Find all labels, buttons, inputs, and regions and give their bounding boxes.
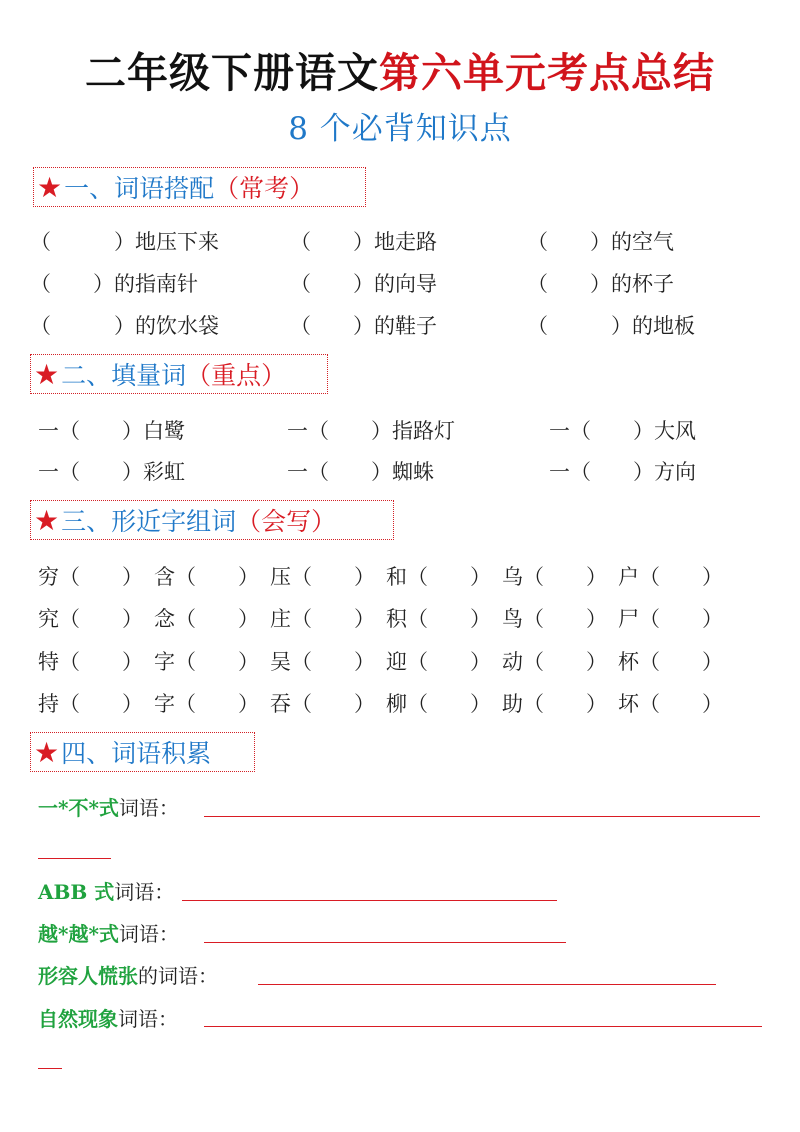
similar-char-cell: 积（ ） — [386, 607, 491, 631]
similar-char-cell: 动（ ） — [502, 650, 607, 674]
section-1-title: 一、词语搭配 — [64, 174, 215, 203]
measure-cell: 一（ ）蜘蛛 — [287, 460, 434, 484]
answer-line[interactable] — [38, 858, 111, 859]
similar-char-cell: 念（ ） — [154, 607, 259, 631]
star-icon: ★ — [37, 170, 63, 204]
collocation-cell: （ ）的指南针 — [30, 272, 198, 296]
section-2-title: 二、填量词 — [61, 361, 187, 390]
section-3-header — [30, 500, 394, 540]
title-black: 二年级下册语文 — [85, 49, 379, 97]
collocation-cell: （ ）地走路 — [290, 230, 437, 254]
accumulation-label: 一*不*式词语： — [38, 796, 179, 820]
section-3-title: 三、形近字组词 — [61, 507, 237, 536]
similar-char-cell: 究（ ） — [38, 607, 143, 631]
similar-char-cell: 杯（ ） — [618, 650, 723, 674]
similar-char-cell: 乌（ ） — [502, 565, 607, 589]
answer-line[interactable] — [204, 816, 760, 817]
collocation-cell: （ ）的空气 — [527, 230, 674, 254]
similar-char-cell: 字（ ） — [154, 692, 259, 716]
measure-cell: 一（ ）彩虹 — [38, 460, 185, 484]
section-4-header — [30, 732, 255, 772]
measure-cell: 一（ ）指路灯 — [287, 419, 455, 443]
similar-char-cell: 含（ ） — [154, 565, 259, 589]
similar-char-cell: 持（ ） — [38, 692, 143, 716]
accumulation-label: 形容人慌张的词语： — [38, 964, 218, 988]
section-2-note: （重点） — [186, 361, 287, 390]
similar-char-cell: 吴（ ） — [270, 650, 375, 674]
similar-char-cell: 迎（ ） — [386, 650, 491, 674]
similar-char-cell: 穷（ ） — [38, 565, 143, 589]
similar-char-cell: 助（ ） — [502, 692, 607, 716]
answer-line[interactable] — [204, 1026, 762, 1027]
similar-char-cell: 户（ ） — [618, 565, 723, 589]
section-1-header — [33, 167, 366, 207]
similar-char-cell: 和（ ） — [386, 565, 491, 589]
answer-line[interactable] — [182, 900, 557, 901]
page-subtitle: 8 个必背知识点 — [288, 111, 512, 147]
similar-char-cell: 坏（ ） — [618, 692, 723, 716]
similar-char-cell: 吞（ ） — [270, 692, 375, 716]
similar-char-cell: 特（ ） — [38, 650, 143, 674]
collocation-cell: （ ）的杯子 — [527, 272, 674, 296]
collocation-cell: （ ）地压下来 — [30, 230, 219, 254]
star-icon: ★ — [34, 357, 60, 391]
similar-char-cell: 柳（ ） — [386, 692, 491, 716]
accumulation-label: 自然现象词语： — [38, 1007, 178, 1031]
section-4-title: 四、词语积累 — [61, 739, 212, 768]
measure-cell: 一（ ）大风 — [549, 419, 696, 443]
measure-cell: 一（ ）方向 — [549, 460, 696, 484]
similar-char-cell: 尸（ ） — [618, 607, 723, 631]
similar-char-cell: 庄（ ） — [270, 607, 375, 631]
section-2-header — [30, 354, 328, 394]
section-3-note: （会写） — [236, 507, 337, 536]
similar-char-cell: 压（ ） — [270, 565, 375, 589]
section-1-note: （常考） — [214, 174, 315, 203]
collocation-cell: （ ）的地板 — [527, 314, 695, 338]
star-icon: ★ — [34, 735, 60, 769]
answer-line[interactable] — [258, 984, 716, 985]
answer-line[interactable] — [204, 942, 566, 943]
accumulation-label: ABB 式词语： — [38, 880, 175, 904]
star-icon: ★ — [34, 503, 60, 537]
collocation-cell: （ ）的饮水袋 — [30, 314, 219, 338]
measure-cell: 一（ ）白鹭 — [38, 419, 185, 443]
title-red: 第六单元考点总结 — [379, 49, 715, 97]
page-title — [0, 40, 800, 99]
answer-line[interactable] — [38, 1068, 62, 1069]
similar-char-cell: 鸟（ ） — [502, 607, 607, 631]
accumulation-label: 越*越*式词语： — [38, 922, 179, 946]
collocation-cell: （ ）的鞋子 — [290, 314, 437, 338]
collocation-cell: （ ）的向导 — [290, 272, 437, 296]
similar-char-cell: 字（ ） — [154, 650, 259, 674]
